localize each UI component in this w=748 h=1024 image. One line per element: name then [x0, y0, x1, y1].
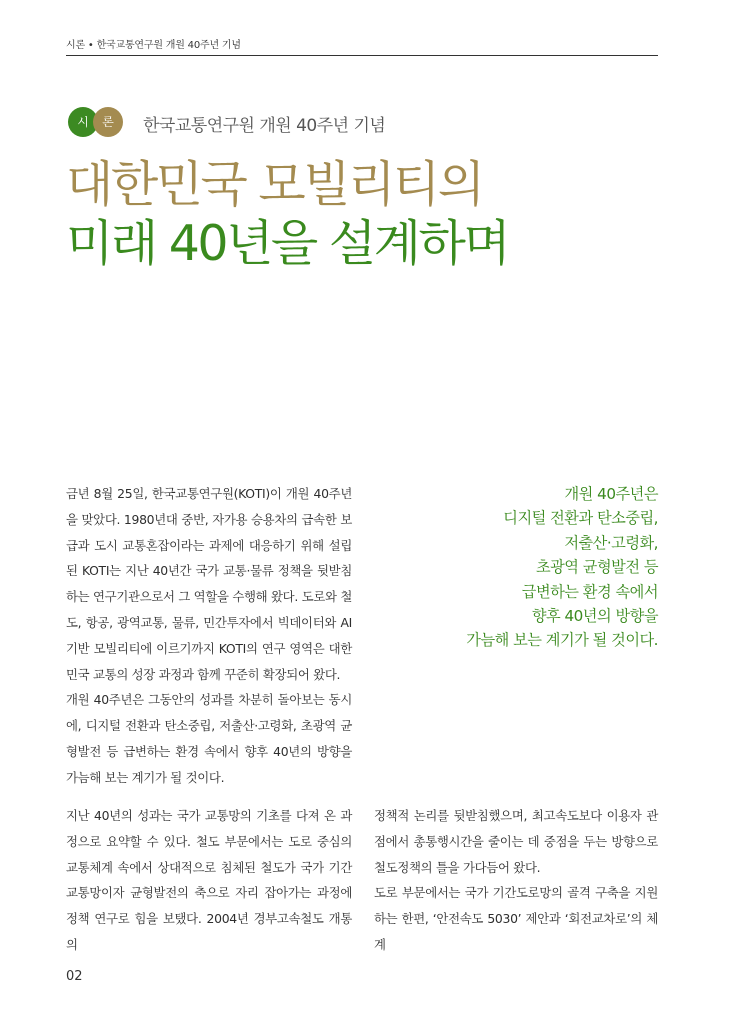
running-header: 시론 • 한국교통연구원 개원 40주년 기념	[66, 40, 241, 51]
paragraph: 지난 40년의 성과는 국가 교통망의 기초를 다져 온 과정으로 요약할 수 있다. 철도 부문에서는 도로 중심의 교통체계 속에서 상대적으로 침체된 철도가 국가 기간교통망이자 균형발전의 축으로 자리 잡아가는 과정에 정책 연구로 힘을 보탰다. 2004년 경부고속철도 개통의	[66, 808, 352, 952]
pull-quote-line: 디지털 전환과 탄소중립,	[503, 509, 658, 528]
pull-quote-line: 가늠해 보는 계기가 될 것이다.	[466, 631, 658, 650]
pull-quote-line: 향후 40년의 방향을	[531, 607, 658, 626]
pull-quote-line: 개원 40주년은	[564, 485, 658, 503]
page-title-line-1: 대한민국 모빌리티의	[66, 156, 483, 213]
pull-quote	[358, 482, 658, 653]
badge-si: 시	[68, 107, 98, 137]
badge-ron: 론	[93, 107, 123, 137]
pull-quote-line: 급변하는 환경 속에서	[521, 582, 658, 601]
body-column-left-top	[66, 481, 352, 791]
section-kicker: 한국교통연구원 개원 40주년 기념	[143, 116, 386, 136]
header-divider	[66, 55, 658, 56]
paragraph: 금년 8월 25일, 한국교통연구원(KOTI)이 개원 40주년을 맞았다. 1980년대 중반, 자가용 승용차의 급속한 보급과 도시 교통혼잡이라는 과제에 대응하기 위해 설립된 KOTI는 지난 40년간 국가 교통·물류 정책을 뒷받침하는 연구기관으로서 그 역할을 수행해 왔다. 도로와 철도, 항공, 광역교통, 물류, 민간투자에서 빅데이터와 AI 기반 모빌리티에 이르기까지 KOTI의 연구 영역은 대한민국 교통의 성장 과정과 함께 꾸준히 확장되어 왔다.	[66, 486, 352, 682]
page-title-line-2: 미래 40년을 설계하며	[66, 215, 509, 272]
body-column-left-bottom	[66, 803, 352, 958]
page-number: 02	[66, 969, 83, 984]
body-column-right-bottom	[374, 803, 658, 958]
paragraph: 도로 부문에서는 국가 기간도로망의 골격 구축을 지원하는 한편, ‘안전속도 5030’ 제안과 ‘회전교차로’의 체계	[374, 885, 658, 952]
pull-quote-line: 초광역 균형발전 등	[535, 558, 658, 577]
pull-quote-line: 저출산·고령화,	[564, 533, 658, 552]
paragraph: 정책적 논리를 뒷받침했으며, 최고속도보다 이용자 관점에서 총통행시간을 줄이는 데 중점을 두는 방향으로 철도정책의 틀을 가다듬어 왔다.	[374, 808, 658, 875]
paragraph: 개원 40주년은 그동안의 성과를 차분히 돌아보는 동시에, 디지털 전환과 탄소중립, 저출산·고령화, 초광역 균형발전 등 급변하는 환경 속에서 향후 40년의 방향을 가늠해 보는 계기가 될 것이다.	[66, 692, 352, 785]
